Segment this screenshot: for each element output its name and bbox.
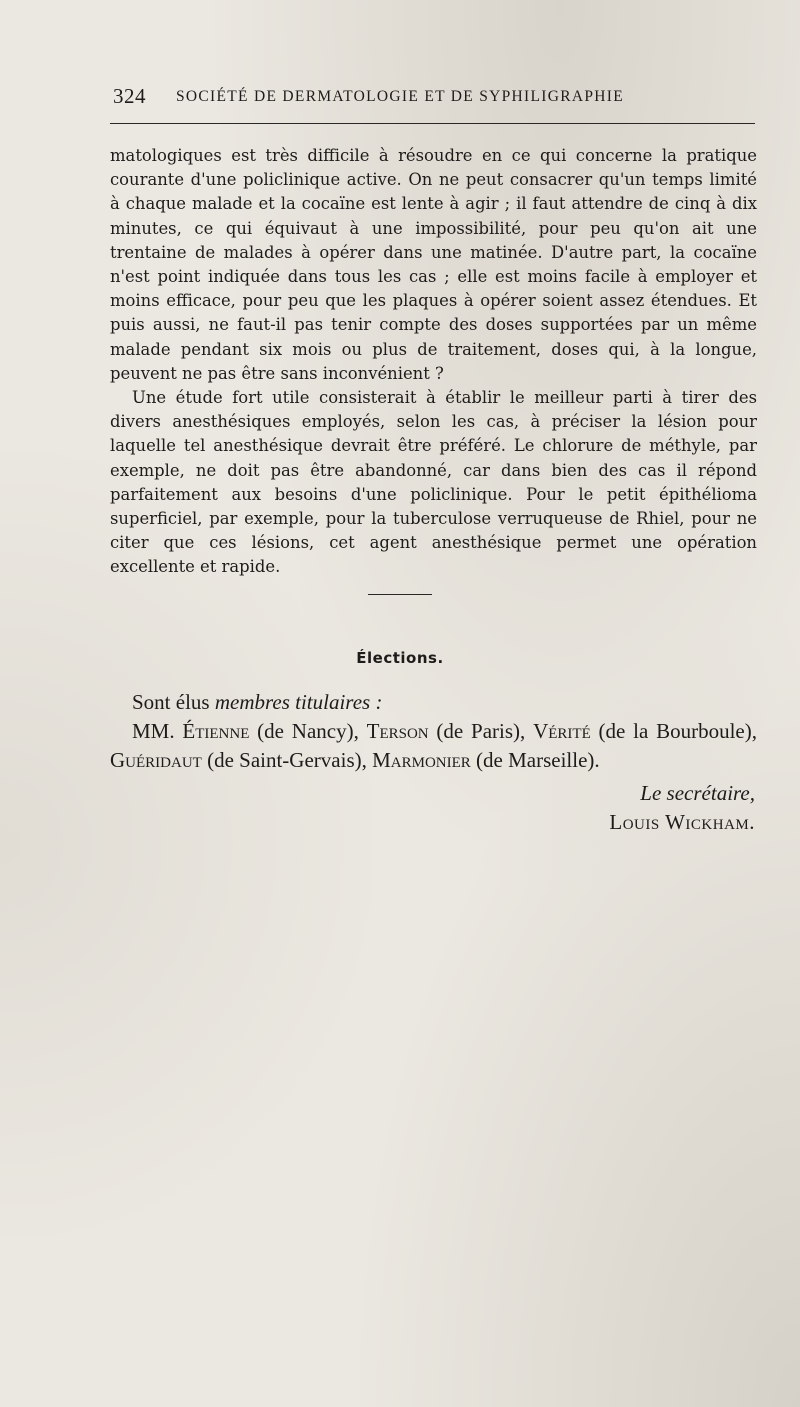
- running-title: SOCIÉTÉ DE DERMATOLOGIE ET DE SYPHILIGRAPHIE: [176, 88, 624, 105]
- signature-role: Le secrétaire,: [640, 781, 755, 805]
- member-place: (de Saint-Gervais),: [201, 748, 373, 772]
- elections-lead: [110, 688, 757, 717]
- elections-lead-italic: membres titulaires :: [214, 690, 383, 714]
- signature-name: Louis Wickham.: [609, 810, 755, 834]
- mm-prefix: MM.: [132, 719, 183, 743]
- member-name: Marmonier: [372, 748, 471, 772]
- paragraph-1: matologiques est très difficile à résoudre en ce qui concerne la pratique courante d'une policlinique active. On ne peut consacrer qu'un temps limité à chaque malade et la cocaïne est lente à agir ; il faut attendre de cinq à dix minutes, ce qui équivaut à une impossibilité, pour peu qu'on ait une trentaine de malades à opérer dans une matinée. D'autre part, la cocaïne n'est point indiquée dans tous les cas ; elle est moins facile à employer et moins efficace, pour peu que les plaques à opérer soient assez étendues. Et puis aussi, ne faut-il pas tenir compte des doses supportées par un même malade pendant six mois ou plus de traitement, doses qui, à la longue, peuvent ne pas être sans inconvénient ?: [110, 146, 757, 383]
- member-name: Étienne: [182, 719, 250, 743]
- elected-members: [110, 717, 757, 775]
- member-place: (de Nancy),: [249, 719, 367, 743]
- member-place: (de Marseille).: [470, 748, 600, 772]
- member-name: Terson: [366, 719, 429, 743]
- page-number: 324: [113, 84, 146, 108]
- elections-block: [110, 688, 757, 837]
- paragraph-2: Une étude fort utile consisterait à établir le meilleur parti à tirer des divers anesthésiques employés, selon les cas, à préciser la lésion pour laquelle tel anesthésique devrait être préféré. Le chlorure de méthyle, par exemple, ne doit pas être abandonné, car dans bien des cas il répond parfaitement aux besoins d'une policlinique. Pour le petit épithélioma superficiel, par exemple, pour la tuberculose verruqueuse de Rhiel, pour ne citer que ces lésions, cet agent anesthésique permet une opération excellente et rapide.: [110, 388, 757, 577]
- section-divider: [368, 594, 432, 595]
- member-place: (de la Bourboule),: [590, 719, 757, 743]
- member-name: Guéridaut: [110, 748, 202, 772]
- page-header: [110, 84, 755, 114]
- header-rule: [110, 123, 755, 124]
- section-title: Élections.: [356, 649, 444, 667]
- member-place: (de Paris),: [428, 719, 534, 743]
- member-name: Vérité: [533, 719, 591, 743]
- body-text: [110, 144, 757, 580]
- elections-lead-prefix: Sont élus: [132, 690, 215, 714]
